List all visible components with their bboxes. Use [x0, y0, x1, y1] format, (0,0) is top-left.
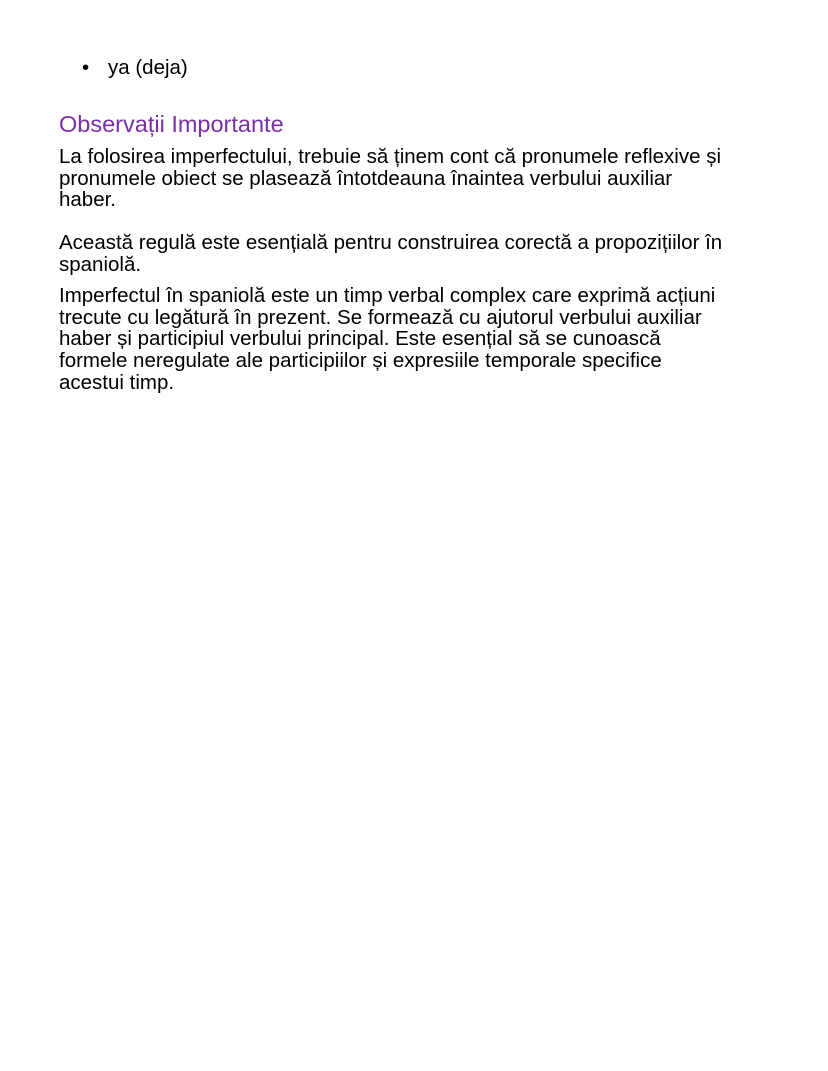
list-item	[82, 56, 188, 80]
text-line: haber și participiul verbului principal. Este esențial să se cunoască	[59, 327, 661, 351]
text-line: formele neregulate ale participiilor și expresiile temporale specifice	[59, 349, 662, 373]
text-line: Această regulă este esențială pentru construirea corectă a propozițiilor în	[59, 231, 723, 254]
paragraph-reflexive-pronouns	[59, 146, 721, 211]
text-line: trecute cu legătură în prezent. Se formează cu ajutorul verbului auxiliar	[59, 305, 702, 329]
bullet-list	[82, 56, 188, 80]
paragraph-summary	[59, 285, 715, 394]
text-line: La folosirea imperfectului, trebuie să ținem cont că pronumele reflexive și	[59, 145, 722, 168]
section-heading: Observații Importante	[59, 111, 284, 137]
paragraph-rule-importance	[59, 232, 722, 275]
text-line: pronumele obiect se plasează întotdeauna înaintea verbului auxiliar	[59, 166, 673, 190]
text-line: spaniolă.	[59, 252, 142, 276]
bullet-icon: •	[82, 56, 90, 79]
text-line: acestui timp.	[59, 370, 175, 394]
text-line: Imperfectul în spaniolă este un timp verbal complex care exprimă acțiuni	[59, 284, 716, 307]
text-line: haber.	[59, 188, 116, 212]
list-item-text: ya (deja)	[108, 56, 188, 79]
